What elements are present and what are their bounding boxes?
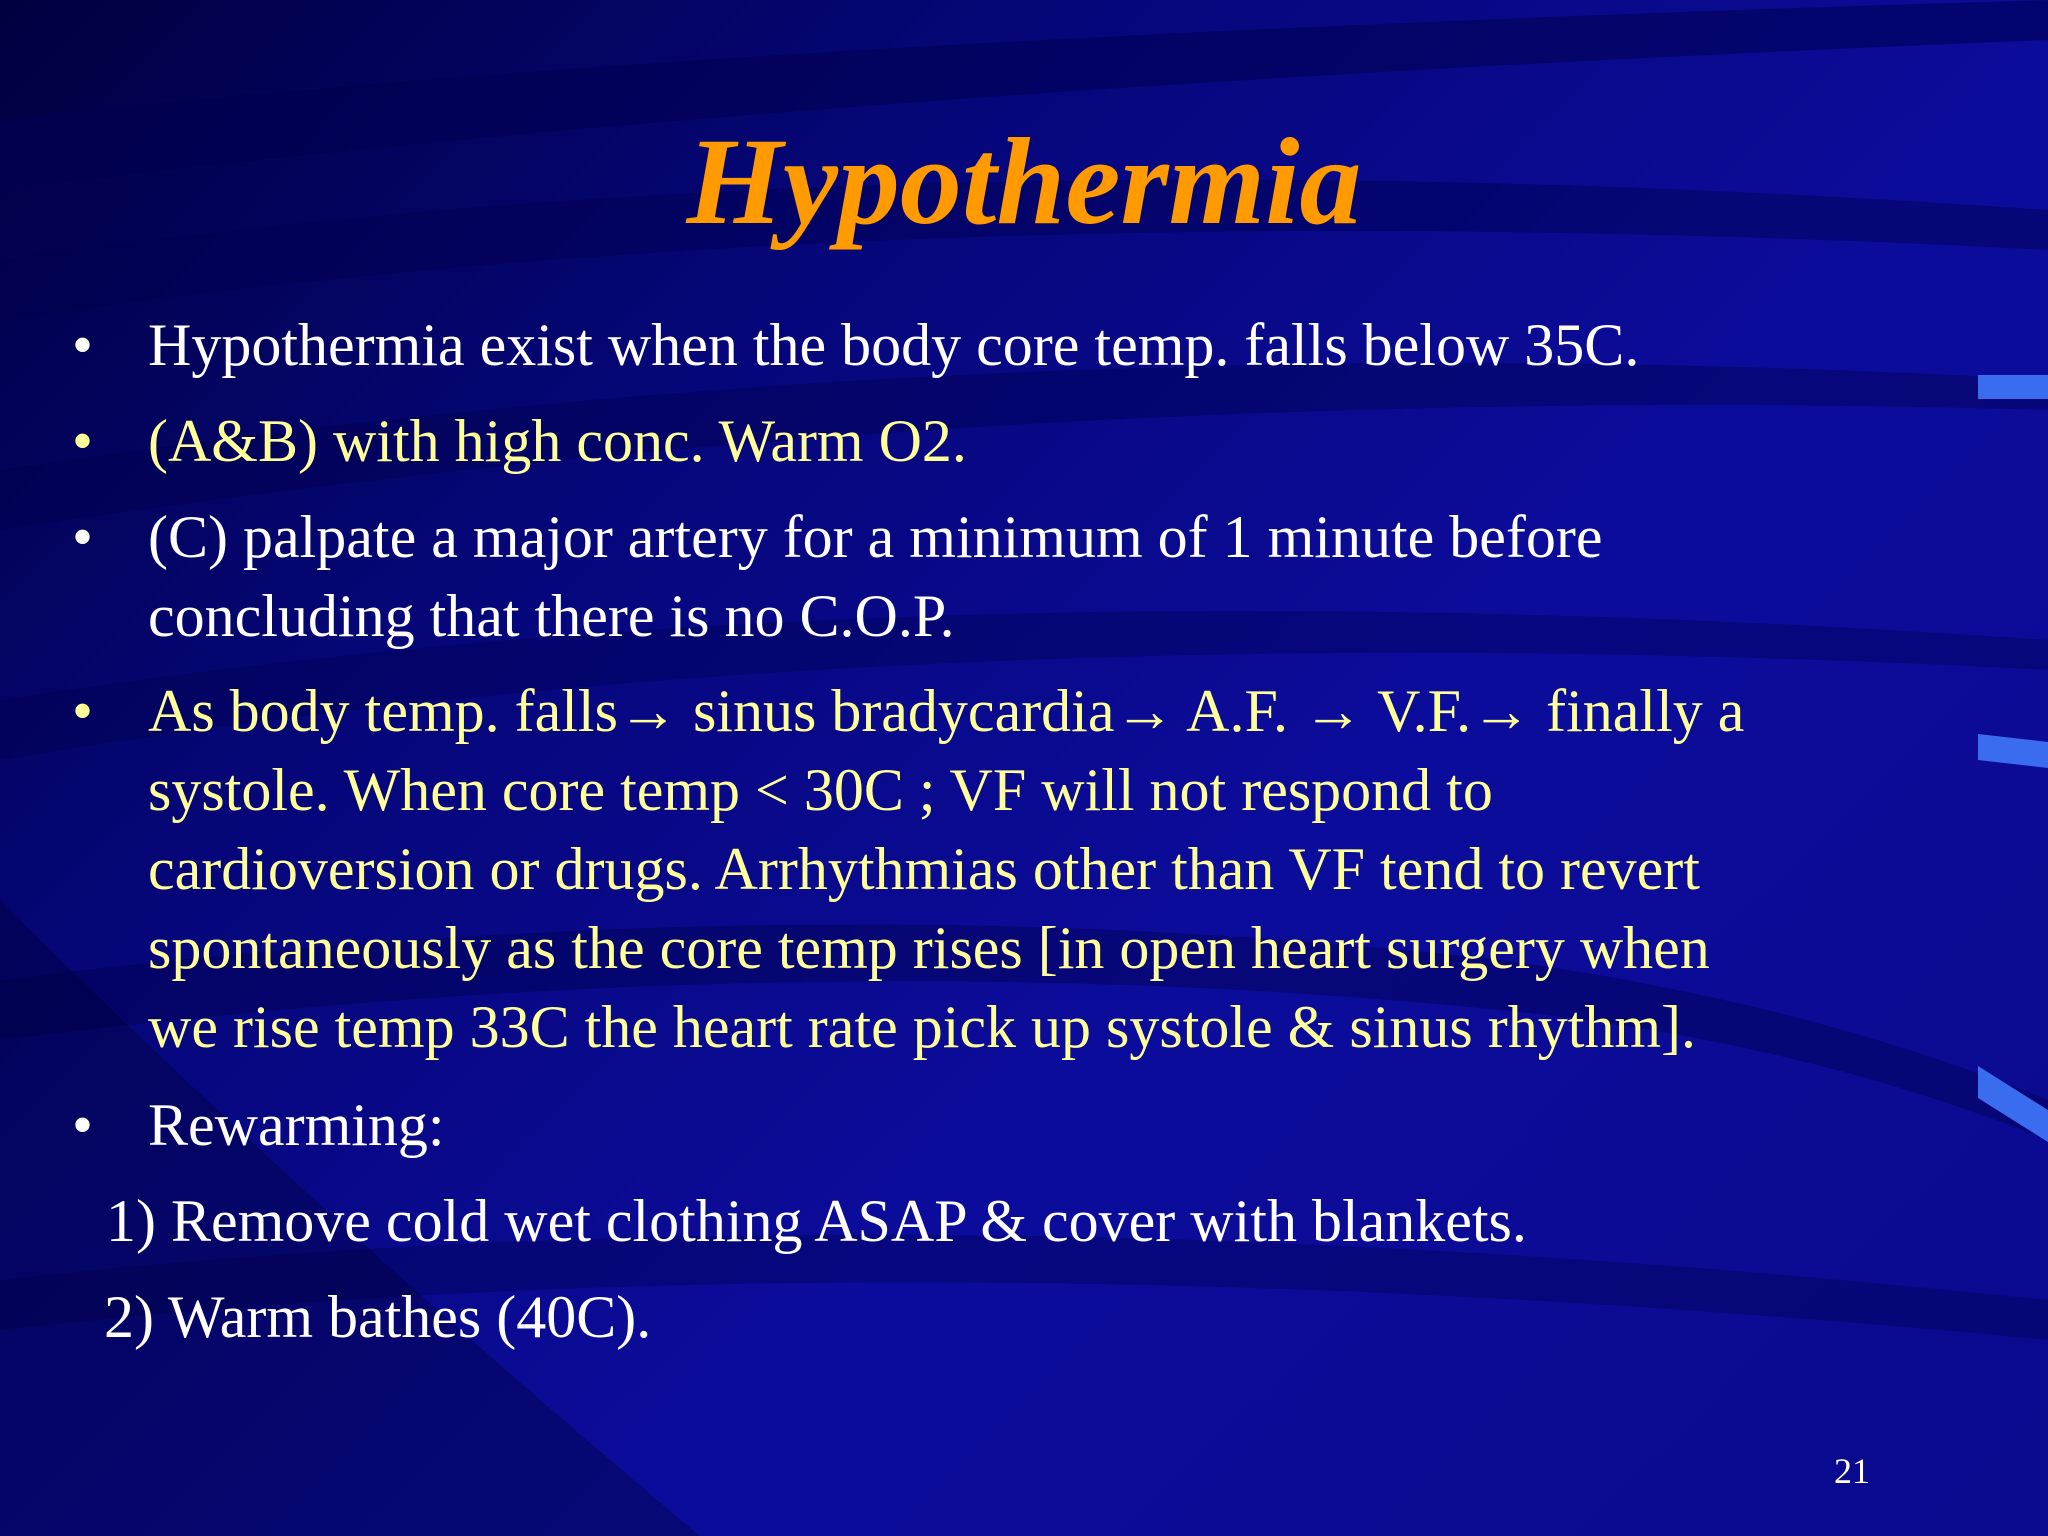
numbered-item: 1) Remove cold wet clothing ASAP & cover with blankets. bbox=[106, 1188, 1527, 1254]
bullet-item bbox=[72, 672, 1972, 1067]
bullet-line: As body temp. falls→ sinus bradycardia→ A.F. → V.F.→ finally a bbox=[148, 678, 1745, 744]
bullet-dot: • bbox=[72, 678, 94, 744]
bullet-dot: • bbox=[72, 504, 94, 570]
bullet-line: we rise temp 33C the heart rate pick up systole & sinus rhythm]. bbox=[148, 994, 1697, 1060]
bullet-line: (C) palpate a major artery for a minimum of 1 minute before bbox=[148, 504, 1603, 570]
bullet-line: spontaneously as the core temp rises [in open heart surgery when bbox=[148, 915, 1710, 981]
bullet-dot: • bbox=[72, 1092, 94, 1158]
bullet-item bbox=[72, 498, 1972, 656]
bullet-item bbox=[72, 402, 1972, 481]
page-number: 21 bbox=[1834, 1451, 1870, 1491]
bullet-text: Rewarming: bbox=[148, 1092, 445, 1158]
bullet-line: cardioversion or drugs. Arrhythmias other than VF tend to revert bbox=[148, 836, 1700, 902]
bullet-line: concluding that there is no C.O.P. bbox=[148, 583, 955, 649]
bullet-text: (A&B) with high conc. Warm O2. bbox=[148, 408, 967, 474]
numbered-item: 2) Warm bathes (40C). bbox=[104, 1284, 652, 1350]
slide-title: Hypothermia bbox=[686, 113, 1362, 250]
bullet-text: Hypothermia exist when the body core temp. falls below 35C. bbox=[148, 312, 1640, 378]
bullet-dot: • bbox=[72, 408, 94, 474]
bullet-item bbox=[72, 1086, 1972, 1165]
bullet-line: systole. When core temp < 30C ; VF will not respond to bbox=[148, 757, 1493, 823]
bullet-dot: • bbox=[72, 312, 94, 378]
bullet-item bbox=[72, 306, 1972, 385]
